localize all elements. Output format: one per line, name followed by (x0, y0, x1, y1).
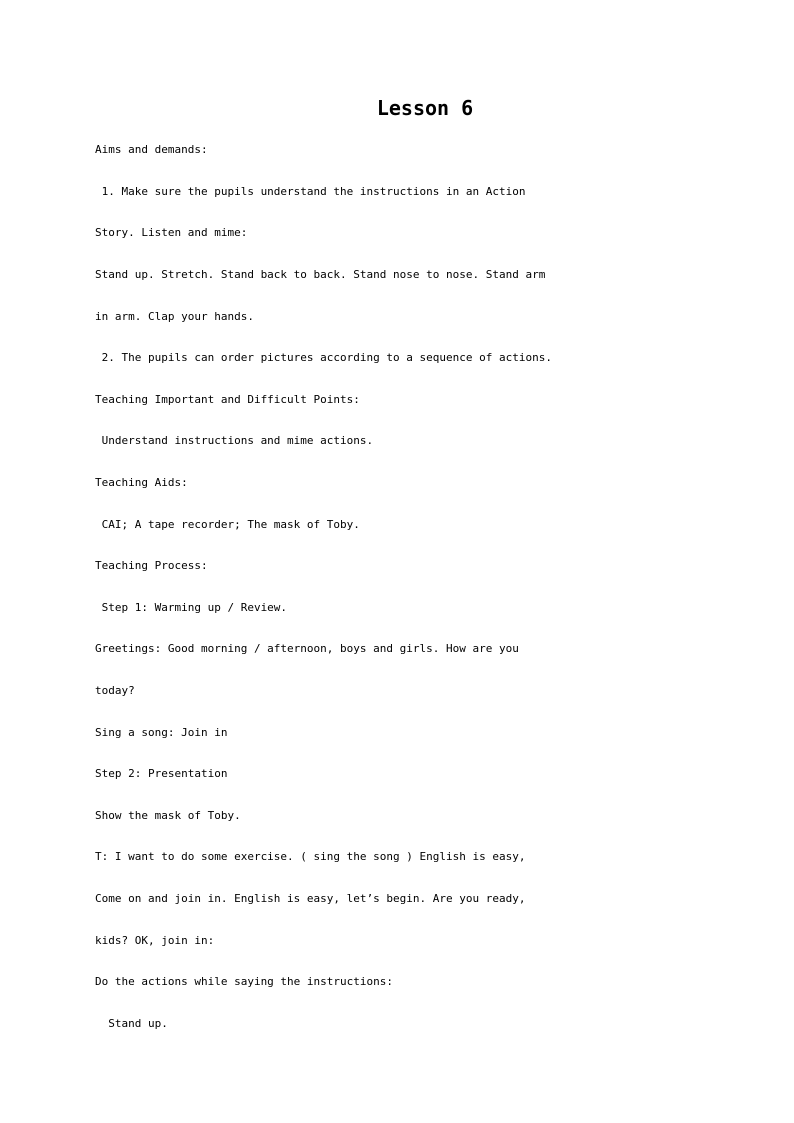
aim-1-line-2: Story. Listen and mime: (95, 226, 248, 239)
teacher-line-1: T: I want to do some exercise. ( sing the song ) English is easy, (95, 850, 526, 863)
sing-song-line: Sing a song: Join in (95, 726, 228, 739)
aim-2-line: 2. The pupils can order pictures according to a sequence of actions. (95, 351, 552, 364)
greetings-line-2: today? (95, 684, 135, 697)
teacher-line-3: kids? OK, join in: (95, 934, 215, 947)
teaching-aids-text: CAI; A tape recorder; The mask of Toby. (95, 518, 360, 531)
show-mask-line: Show the mask of Toby. (95, 809, 241, 822)
important-points-heading: Teaching Important and Difficult Points: (95, 393, 360, 406)
lesson-title: Lesson 6 (376, 96, 474, 120)
teacher-line-2: Come on and join in. English is easy, let’s begin. Are you ready, (95, 892, 526, 905)
teaching-process-heading: Teaching Process: (95, 559, 208, 572)
teaching-aids-heading: Teaching Aids: (95, 476, 188, 489)
actions-line: Do the actions while saying the instructions: (95, 975, 394, 988)
aim-1-line-1: 1. Make sure the pupils understand the instructions in an Action (95, 185, 526, 198)
instructions-line-1: Stand up. Stretch. Stand back to back. Stand nose to nose. Stand arm (95, 268, 546, 281)
important-points-text: Understand instructions and mime actions. (95, 434, 374, 447)
greetings-line-1: Greetings: Good morning / afternoon, boys and girls. How are you (95, 642, 519, 655)
instructions-line-2: in arm. Clap your hands. (95, 310, 254, 323)
stand-up-line: Stand up. (95, 1017, 168, 1030)
step-2-line: Step 2: Presentation (95, 767, 228, 780)
step-1-line: Step 1: Warming up / Review. (95, 601, 288, 614)
aims-heading: Aims and demands: (95, 143, 208, 156)
